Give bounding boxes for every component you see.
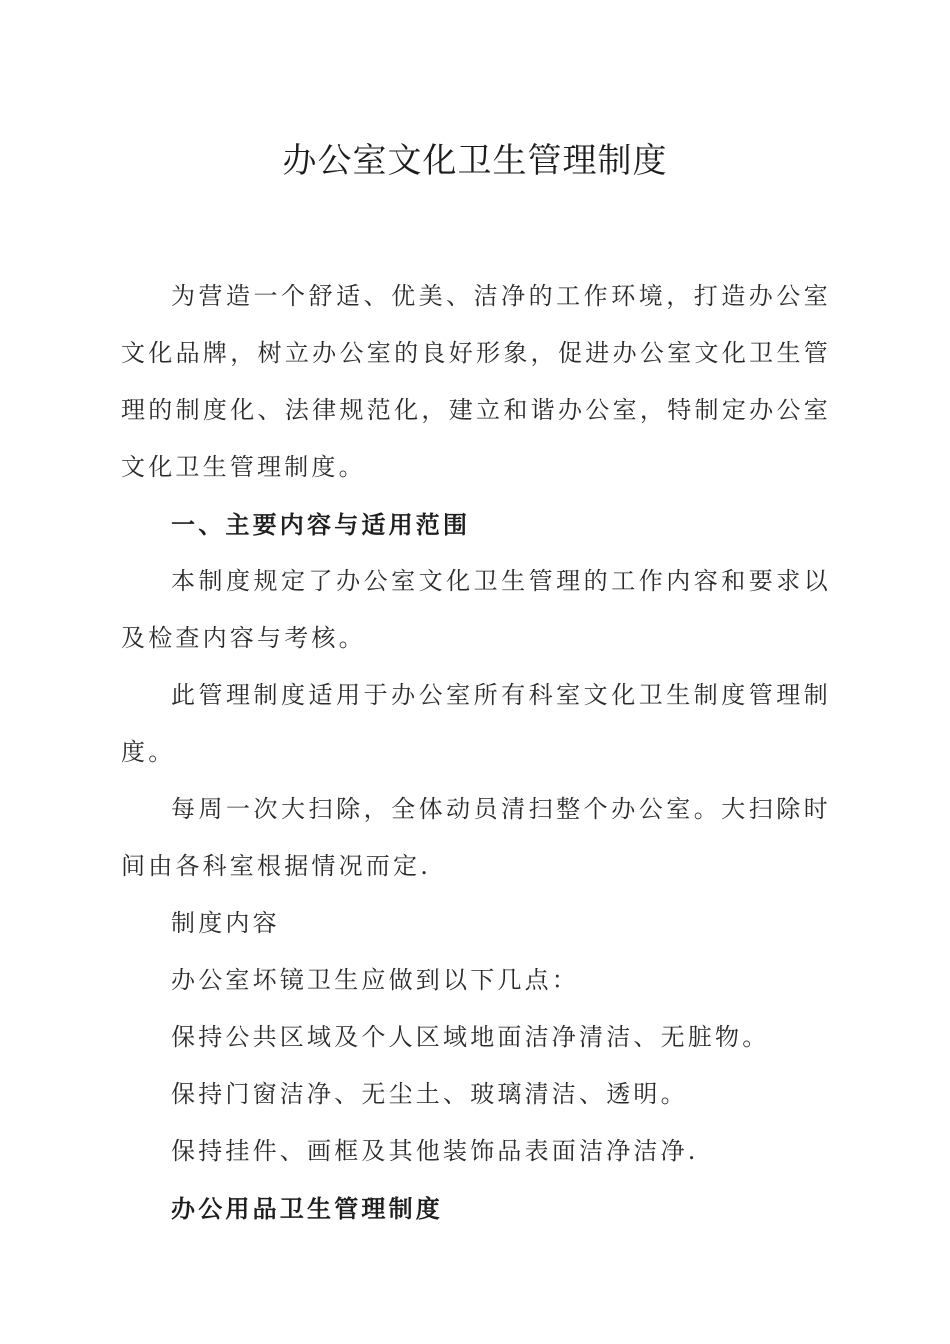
- floor-rule-paragraph: 保持公共区域及个人区域地面洁净清洁、无脏物。: [171, 1023, 770, 1051]
- intro-paragraph: 为营造一个舒适、优美、洁净的工作环境，打造办公室文化品牌，树立办公室的良好形象，促进办公室文化卫生管理的制度化、法律规范化，建立和谐办公室，特制定办公室文化卫生管理制度。: [121, 282, 831, 481]
- decor-rule-paragraph: 保持挂件、画框及其他装饰品表面洁净洁净.: [171, 1137, 699, 1165]
- environment-intro-paragraph: 办公室坏镜卫生应做到以下几点：: [171, 966, 579, 994]
- cleaning-schedule-paragraph: 每周一次大扫除，全体动员清扫整个办公室。大扫除时间由各科室根据情况而定.: [121, 795, 831, 880]
- scope-paragraph: 本制度规定了办公室文化卫生管理的工作内容和要求以及检查内容与考核。: [121, 567, 831, 652]
- section-heading-content: 制度内容: [171, 909, 280, 937]
- applicability-paragraph: 此管理制度适用于办公室所有科室文化卫生制度管理制度。: [121, 681, 831, 766]
- section-heading-office-supplies: 办公用品卫生管理制度: [171, 1194, 443, 1223]
- document-title: 办公室文化卫生管理制度: [282, 141, 668, 181]
- section-heading-scope: 一、主要内容与适用范围: [171, 510, 471, 539]
- document-body: [121, 268, 831, 1237]
- window-rule-paragraph: 保持门窗洁净、无尘土、玻璃清洁、透明。: [171, 1080, 688, 1108]
